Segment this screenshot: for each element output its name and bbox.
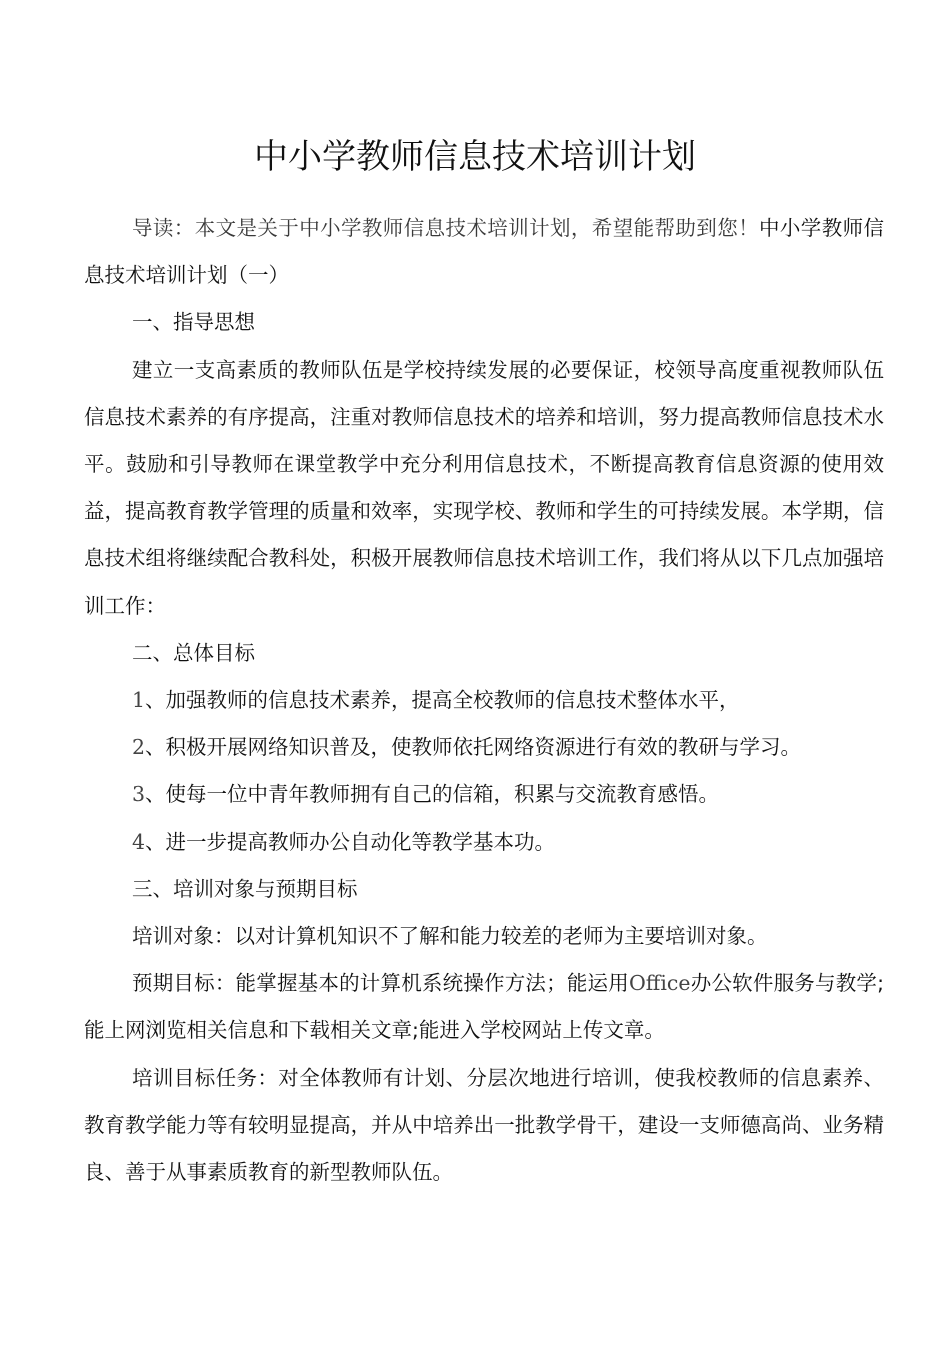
goal-number: 4 [132, 829, 146, 854]
expected-text-a: 预期目标：能掌握基本的计算机系统操作方法；能运用 [132, 971, 629, 996]
goal-item [84, 819, 884, 866]
target-paragraph: 培训对象：以对计算机知识不了解和能力较差的老师为主要培训对象。 [132, 924, 768, 949]
goal-text: 、进一步提高教师办公自动化等教学基本功。 [145, 829, 556, 854]
goal-item [84, 771, 884, 818]
goal-number: 1 [132, 688, 146, 713]
guiding-paragraph: 建立一支高素质的教师队伍是学校持续发展的必要保证，校领导高度重视教师队伍信息技术素养的有序提高，注重对教师信息技术的培养和培训，努力提高教师信息技术水平。鼓励和引导教师在课堂教学中充分利用信息技术，不断提高教育信息资源的使用效益，提高教育教学管理的质量和效率，实现学校、教师和学生的可持续发展。本学期，信息技术组将继续配合教科处，积极开展教师信息技术培训工作，我们将从以下几点加强培训工作： [84, 357, 884, 618]
section-heading: 一、指导思想 [132, 310, 255, 335]
section-heading: 二、总体目标 [132, 640, 255, 665]
goal-number: 3 [132, 782, 146, 807]
office-term: Office [628, 971, 691, 996]
goal-text: 、积极开展网络知识普及，使教师依托网络资源进行有效的教研与学习。 [145, 735, 802, 760]
task-paragraph: 培训目标任务：对全体教师有计划、分层次地进行培训，使我校教师的信息素养、教育教学能力等有较明显提高，并从中培养出一批教学骨干，建设一支师德高尚、业务精良、善于从事素质教育的新型教师队伍。 [84, 1065, 884, 1185]
intro-subtitle: 中小学教师信息技术培训计划（一） [84, 216, 884, 288]
goal-number: 2 [132, 735, 146, 760]
intro-lead: 导读：本文是关于中小学教师信息技术培训计划，希望能帮助到您！ [132, 216, 759, 240]
expected-paragraph [84, 960, 884, 1054]
document-body [84, 205, 884, 1196]
goal-item [84, 677, 884, 724]
section-heading: 三、培训对象与预期目标 [132, 876, 358, 901]
goal-text: 、使每一位中青年教师拥有自己的信箱，积累与交流教育感悟。 [145, 782, 720, 807]
goal-item [84, 724, 884, 771]
expected-text-b: 办公软件服务与教学;能上网浏览相关信息和下载相关文章;能进入学校网站上传文章。 [84, 971, 885, 1043]
intro-paragraph [84, 205, 884, 299]
document-title: 中小学教师信息技术培训计划 [254, 137, 696, 177]
goal-text: 、加强教师的信息技术素养，提高全校教师的信息技术整体水平， [145, 688, 740, 713]
